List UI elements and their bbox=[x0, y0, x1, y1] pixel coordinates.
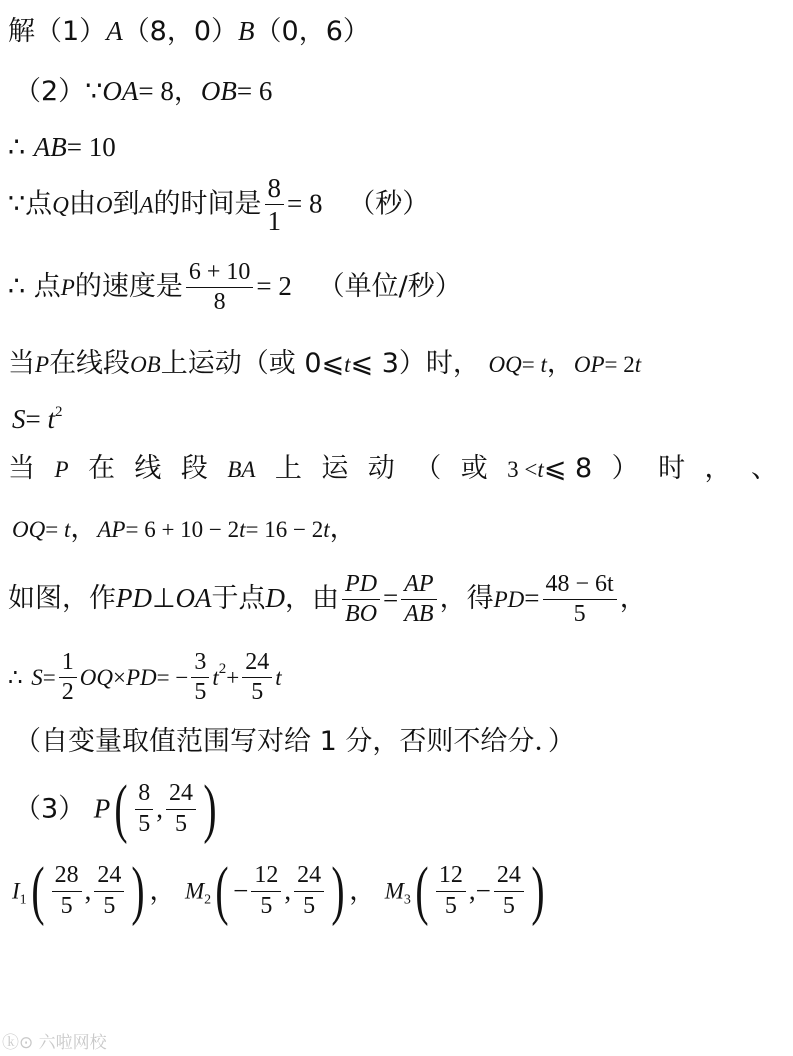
scoring-note: （自变量取值范围写对给 1 分，否则不给分．） bbox=[14, 726, 575, 757]
left-paren: ( bbox=[114, 772, 128, 845]
watermark: ⓚ⊙ 六啦网校 bbox=[2, 1033, 107, 1053]
p-speed-line: ∴ 点P的速度是 $\frac{6 + 10}{8}$ = 2 （单位/秒） bbox=[8, 259, 462, 316]
area-formula-2: ∴ S= $\frac{1}{2}$ OQ×PD= − $\frac{3}{5}$ $t^2+$ $\frac{24}{5}$ t bbox=[8, 649, 282, 706]
answer-part-1: 解（1）A（8，0）B（0，6） bbox=[8, 16, 370, 47]
fraction-24-fifths-m3: $\frac{24}{5}$ bbox=[494, 863, 524, 918]
area-formula-1: $S= t^2$ bbox=[12, 404, 63, 434]
case-p-on-ob: 当P在线段OB上运动（或 0⩽t⩽ 3）时， OQ= t，OP= 2t bbox=[8, 348, 642, 379]
ab-length: ∴ AB= 10 bbox=[8, 132, 116, 162]
left-paren: ( bbox=[31, 854, 45, 927]
q-time-line: ∵点Q由O到A的时间是 $\frac{8}{1}$ = 8 （秒） bbox=[8, 173, 430, 237]
fraction-three-fifths: $\frac{3}{5}$ bbox=[191, 650, 209, 705]
pd-construction: 如图，作PD⊥OA于点D，由 $\frac{PD}{BO}$ = $\frac{AP}{AB}$ ，得PD= $\frac{48 - 6t}{5}$ ， bbox=[8, 571, 647, 628]
fraction-12-fifths-m3: $\frac{12}{5}$ bbox=[436, 863, 466, 918]
right-paren: ) bbox=[331, 854, 345, 927]
fraction-8-fifths: $\frac{8}{5}$ bbox=[135, 781, 153, 836]
fraction-ap-ab: $\frac{AP}{AB}$ bbox=[401, 572, 436, 627]
fraction-pd-value: $\frac{48 - 6t}{5}$ bbox=[543, 572, 617, 627]
right-paren: ) bbox=[131, 854, 145, 927]
oq-ap-expressions: OQ= t，AP= 6 + 10 − 2t= 16 − 2t， bbox=[12, 513, 357, 544]
right-paren: ) bbox=[531, 854, 545, 927]
answer-part-3-points: $I_1$( $\frac{28}{5}$ , $\frac{24}{5}$ ) ， $M_2$( − $\frac{12}{5}$ , $\frac{24}{5}$ ) ， $M_3$( $\frac{12}{5}$ ,− $\frac{24}{5}$ ) bbox=[12, 854, 545, 927]
fraction-28-fifths: $\frac{28}{5}$ bbox=[52, 863, 82, 918]
left-paren: ( bbox=[415, 854, 429, 927]
fraction-speed: $\frac{6 + 10}{8}$ bbox=[186, 260, 254, 315]
answer-part-3-point-p: （3） P( $\frac{8}{5}$ , $\frac{24}{5}$ ) bbox=[14, 772, 217, 845]
fraction-24-fifths-p: $\frac{24}{5}$ bbox=[166, 781, 196, 836]
right-paren: ) bbox=[203, 772, 217, 845]
answer-part-2-given: （2）∵OA= 8，OB= 6 bbox=[14, 76, 273, 107]
fraction-pd-bo: $\frac{PD}{BO}$ bbox=[342, 572, 380, 627]
fraction-8-over-1: $\frac{8}{1}$ bbox=[265, 174, 285, 236]
fraction-half: $\frac{1}{2}$ bbox=[59, 650, 77, 705]
fraction-24-fifths-i1: $\frac{24}{5}$ bbox=[94, 863, 124, 918]
left-paren: ( bbox=[215, 854, 229, 927]
case-p-on-ba: 当 P 在 线 段 BA 上 运 动 （ 或 3 <t⩽ 8 ） 时 ， 、 bbox=[8, 453, 778, 484]
fraction-12-fifths: $\frac{12}{5}$ bbox=[251, 863, 281, 918]
fraction-24-fifths: $\frac{24}{5}$ bbox=[242, 650, 272, 705]
fraction-24-fifths-m2: $\frac{24}{5}$ bbox=[294, 863, 324, 918]
